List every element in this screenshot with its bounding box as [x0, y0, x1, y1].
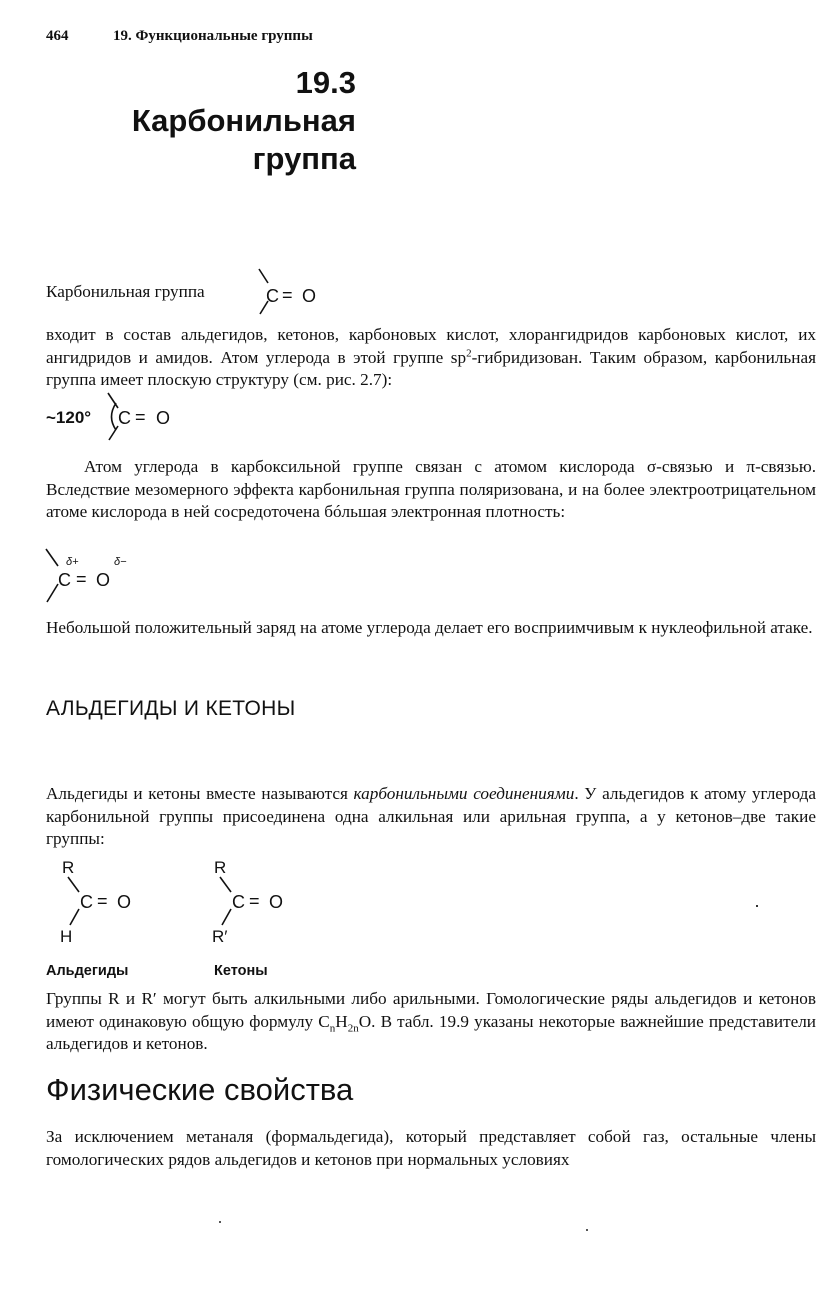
paragraph-4-term: карбонильными соединениями — [353, 784, 575, 803]
scan-speck — [586, 1229, 588, 1231]
r-prime-group: R′ — [212, 927, 228, 946]
double-bond: = — [76, 569, 87, 589]
carbon-symbol: C — [80, 892, 93, 912]
carbon-symbol: C — [118, 408, 131, 428]
h-atom: H — [60, 927, 73, 946]
scan-speck — [219, 1221, 221, 1223]
heading-physical-properties: Физические свойства — [46, 1072, 354, 1107]
section-number: 19.3 — [295, 65, 356, 100]
running-header: 19. Функциональные группы — [113, 28, 313, 44]
double-bond: = — [282, 285, 293, 305]
double-bond: = — [97, 891, 108, 911]
delta-minus: δ− — [114, 556, 127, 568]
paragraph-1 — [46, 324, 816, 392]
carbon-symbol: C — [232, 892, 245, 912]
paragraph-6: За исключением метаналя (формальдегида), который представляет собой газ, остальные члены гомологических рядов альдегидов и кетонов при нормальных условиях — [46, 1127, 816, 1169]
intro-label: Карбонильная группа — [46, 282, 205, 301]
oxygen-symbol: O — [96, 570, 111, 590]
paragraph-4-text-b: . У альдегидов к атому углерода карбонильной группы присоединена одна алкильная или арильная группа, а у кетонов–две такие группы: — [46, 784, 816, 848]
subscript-2n: 2n — [347, 1021, 359, 1034]
caption-aldehydes: Альдегиды — [46, 963, 129, 979]
page-number: 464 — [46, 28, 69, 44]
oxygen-symbol: O — [269, 892, 284, 912]
subheading-aldehydes-ketones: АЛЬДЕГИДЫ И КЕТОНЫ — [46, 697, 296, 720]
paragraph-5-text-b: O. В табл. 19.9 указаны некоторые важнейшие представители альдегидов и кетонов. — [46, 1011, 816, 1053]
paragraph-5 — [46, 988, 816, 1056]
r-group: R — [214, 858, 227, 877]
paragraph-5-text-a: Группы R и R′ могут быть алкильными либо арильными. Гомологические ряды альдегидов и кетонов имеют одинаковую общую формулу C — [46, 989, 816, 1031]
paragraph-1-text-a: входит в состав альдегидов, кетонов, карбоновых кислот, хлорангидридов карбоновых кислот, их ангидридов и амидов. Атом углерода в этой группе sp — [46, 325, 816, 367]
r-group: R — [62, 858, 75, 877]
delta-plus: δ+ — [66, 556, 79, 568]
paragraph-2: Атом углерода в карбоксильной группе связан с атомом кислорода σ-связью и π-связью. Вследствие мезомерного эффекта карбонильная группа поляризована, и на более электроотрицательном атоме кислорода в ней сосредоточена бóльшая электронная плотность: — [46, 457, 816, 521]
scan-speck — [756, 905, 758, 907]
paragraph-5-hydrogen: H — [335, 1011, 348, 1031]
oxygen-symbol: O — [156, 408, 171, 428]
caption-ketones: Кетоны — [214, 963, 268, 979]
section-title-line1: Карбонильная — [131, 103, 356, 138]
section-title-line2: группа — [252, 141, 356, 176]
carbon-symbol: C — [266, 286, 279, 306]
paragraph-3: Небольшой положительный заряд на атоме углерода делает его восприимчивым к нуклеофильной атаке. — [46, 618, 813, 637]
oxygen-symbol: O — [302, 286, 317, 306]
paragraph-1-text-b: -гибридизован. Таким образом, карбонильная группа имеет плоскую структуру (см. рис. 2.7): — [46, 347, 816, 389]
carbon-symbol: C — [58, 570, 71, 590]
oxygen-symbol: O — [117, 892, 132, 912]
superscript-2: 2 — [466, 346, 472, 359]
paragraph-4-text-a: Альдегиды и кетоны вместе называются — [46, 784, 354, 803]
angle-label: ~120° — [46, 408, 92, 427]
double-bond: = — [135, 407, 146, 427]
double-bond: = — [249, 891, 260, 911]
section-title — [46, 64, 356, 178]
paragraph-4 — [46, 783, 816, 851]
subscript-n: n — [329, 1021, 336, 1034]
